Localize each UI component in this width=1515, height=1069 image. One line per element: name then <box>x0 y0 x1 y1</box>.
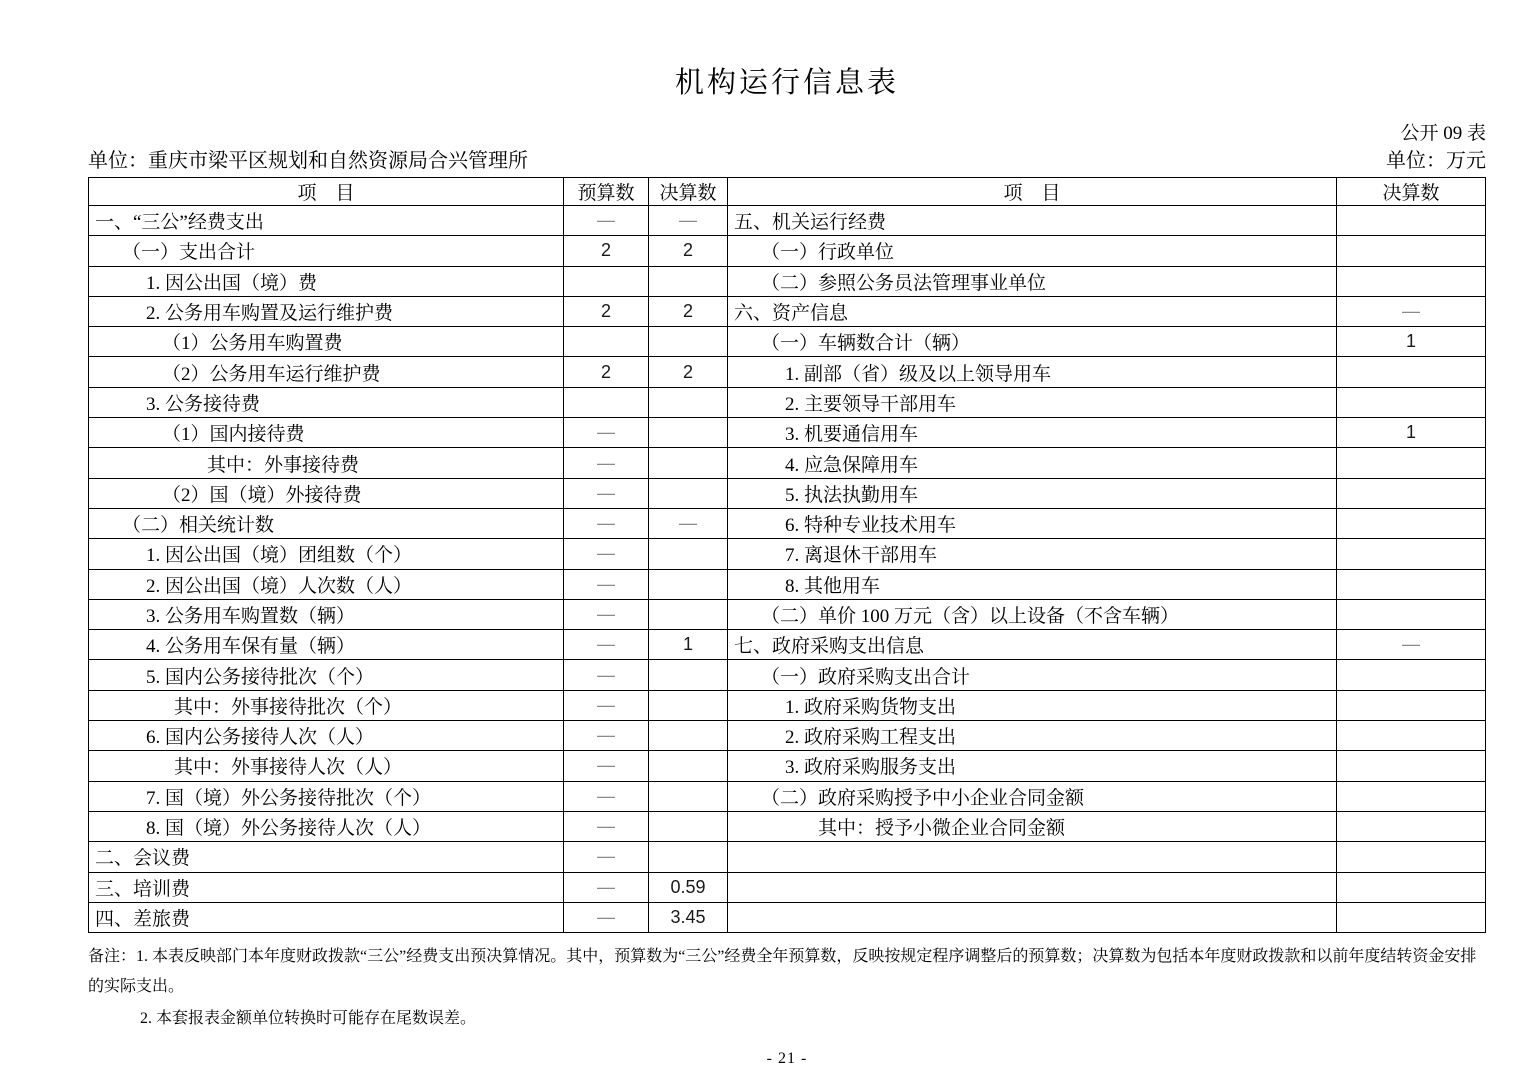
budget-value: — <box>564 630 649 660</box>
final-value-right <box>1337 206 1486 236</box>
final-value-right <box>1337 690 1486 720</box>
row-label-right: 六、资产信息 <box>728 296 1337 326</box>
row-label-right: 7. 离退休干部用车 <box>728 539 1337 569</box>
table-row <box>89 387 1486 417</box>
row-label-left: （一）支出合计 <box>89 236 564 266</box>
final-value-right <box>1337 266 1486 296</box>
row-label-right: （一）行政单位 <box>728 236 1337 266</box>
table-row <box>89 327 1486 357</box>
row-label-right: 五、机关运行经费 <box>728 206 1337 236</box>
col-header-item-left: 项 目 <box>89 178 564 206</box>
table-row <box>89 902 1486 932</box>
row-label-left: 3. 公务用车购置数（辆） <box>89 599 564 629</box>
final-value-right <box>1337 599 1486 629</box>
final-value-left: 2 <box>649 357 728 387</box>
col-header-final-left: 决算数 <box>649 178 728 206</box>
budget-value: — <box>564 902 649 932</box>
form-code-label: 公开 09 表 <box>1400 123 1486 144</box>
institution-operation-table <box>88 177 1486 933</box>
table-row <box>89 751 1486 781</box>
final-value-right <box>1337 569 1486 599</box>
row-label-left: （二）相关统计数 <box>89 508 564 538</box>
final-value-left: 3.45 <box>649 902 728 932</box>
table-row <box>89 811 1486 841</box>
row-label-right: 1. 副部（省）级及以上领导用车 <box>728 357 1337 387</box>
final-value-right <box>1337 357 1486 387</box>
final-value-left <box>649 327 728 357</box>
final-value-right <box>1337 781 1486 811</box>
table-row <box>89 781 1486 811</box>
final-value-right <box>1337 811 1486 841</box>
row-label-right: 6. 特种专业技术用车 <box>728 508 1337 538</box>
budget-value: — <box>564 721 649 751</box>
final-value-left: 0.59 <box>649 872 728 902</box>
row-label-left: 1. 因公出国（境）费 <box>89 266 564 296</box>
row-label-right: 5. 执法执勤用车 <box>728 478 1337 508</box>
row-label-right: 3. 机要通信用车 <box>728 418 1337 448</box>
table-header-row <box>89 178 1486 206</box>
page-title: 机构运行信息表 <box>674 67 899 99</box>
final-value-left: — <box>649 508 728 538</box>
row-label-left: 3. 公务接待费 <box>89 387 564 417</box>
table-row <box>89 508 1486 538</box>
table-row <box>89 721 1486 751</box>
final-value-left <box>649 842 728 872</box>
budget-value: 2 <box>564 296 649 326</box>
row-label-left: 2. 因公出国（境）人次数（人） <box>89 569 564 599</box>
final-value-left <box>649 660 728 690</box>
final-value-left: 2 <box>649 236 728 266</box>
row-label-right: 其中：授予小微企业合同金额 <box>728 811 1337 841</box>
row-label-left: 2. 公务用车购置及运行维护费 <box>89 296 564 326</box>
final-value-left <box>649 448 728 478</box>
final-value-left <box>649 721 728 751</box>
unit-of-measure-label: 单位：万元 <box>1386 150 1486 172</box>
final-value-right: 1 <box>1337 418 1486 448</box>
budget-value: — <box>564 872 649 902</box>
row-label-left: （2）国（境）外接待费 <box>89 478 564 508</box>
col-header-item-right: 项 目 <box>728 178 1337 206</box>
final-value-right <box>1337 660 1486 690</box>
row-label-right: 3. 政府采购服务支出 <box>728 751 1337 781</box>
row-label-left: 7. 国（境）外公务接待批次（个） <box>89 781 564 811</box>
unit-name-label: 单位：重庆市梁平区规划和自然资源局合兴管理所 <box>88 150 528 172</box>
budget-value: — <box>564 660 649 690</box>
table-row <box>89 206 1486 236</box>
row-label-right: （一）车辆数合计（辆） <box>728 327 1337 357</box>
final-value-right: — <box>1337 630 1486 660</box>
final-value-left <box>649 478 728 508</box>
budget-value: — <box>564 599 649 629</box>
row-label-right <box>728 902 1337 932</box>
final-value-left <box>649 811 728 841</box>
final-value-right <box>1337 387 1486 417</box>
table-row <box>89 266 1486 296</box>
table-row <box>89 236 1486 266</box>
budget-value: — <box>564 781 649 811</box>
final-value-left: 2 <box>649 296 728 326</box>
row-label-right: 4. 应急保障用车 <box>728 448 1337 478</box>
final-value-left <box>649 266 728 296</box>
final-value-left <box>649 690 728 720</box>
row-label-right: 七、政府采购支出信息 <box>728 630 1337 660</box>
meta-row <box>88 147 1486 175</box>
table-row <box>89 569 1486 599</box>
budget-value: 2 <box>564 236 649 266</box>
final-value-right <box>1337 448 1486 478</box>
row-label-right: （二）参照公务员法管理事业单位 <box>728 266 1337 296</box>
final-value-left: 1 <box>649 630 728 660</box>
final-value-left: — <box>649 206 728 236</box>
row-label-left: 4. 公务用车保有量（辆） <box>89 630 564 660</box>
budget-value: — <box>564 811 649 841</box>
budget-value: — <box>564 539 649 569</box>
row-label-left: 6. 国内公务接待人次（人） <box>89 721 564 751</box>
row-label-right: （二）政府采购授予中小企业合同金额 <box>728 781 1337 811</box>
final-value-right <box>1337 842 1486 872</box>
row-label-left: （1）国内接待费 <box>89 418 564 448</box>
table-row <box>89 448 1486 478</box>
table-row <box>89 690 1486 720</box>
budget-value: — <box>564 448 649 478</box>
budget-value: — <box>564 569 649 599</box>
row-label-right: （二）单价 100 万元（含）以上设备（不含车辆） <box>728 599 1337 629</box>
budget-value: — <box>564 508 649 538</box>
row-label-left: 三、培训费 <box>89 872 564 902</box>
row-label-right <box>728 872 1337 902</box>
row-label-left: 1. 因公出国（境）团组数（个） <box>89 539 564 569</box>
final-value-left <box>649 599 728 629</box>
budget-value: — <box>564 751 649 781</box>
final-value-right <box>1337 508 1486 538</box>
final-value-left <box>649 387 728 417</box>
document-page <box>88 0 1486 1068</box>
final-value-right <box>1337 539 1486 569</box>
final-value-left <box>649 569 728 599</box>
row-label-left: （2）公务用车运行维护费 <box>89 357 564 387</box>
table-row <box>89 630 1486 660</box>
row-label-right <box>728 842 1337 872</box>
row-label-right: 2. 政府采购工程支出 <box>728 721 1337 751</box>
final-value-right <box>1337 902 1486 932</box>
row-label-left: 其中：外事接待费 <box>89 448 564 478</box>
final-value-right <box>1337 721 1486 751</box>
final-value-left <box>649 751 728 781</box>
final-value-left <box>649 539 728 569</box>
table-row <box>89 660 1486 690</box>
row-label-left: 5. 国内公务接待批次（个） <box>89 660 564 690</box>
final-value-left <box>649 781 728 811</box>
budget-value <box>564 387 649 417</box>
budget-value: — <box>564 206 649 236</box>
row-label-left: 二、会议费 <box>89 842 564 872</box>
table-row <box>89 478 1486 508</box>
budget-value <box>564 266 649 296</box>
footnote-1: 备注：1. 本表反映部门本年度财政拨款“三公”经费支出预决算情况。其中，预算数为“三公”经费全年预算数，反映按规定程序调整后的预算数；决算数为包括本年度财政拨款和以前年度结转资金安排的实际支出。 <box>88 948 1477 996</box>
final-value-right <box>1337 236 1486 266</box>
footnotes <box>88 942 1486 1034</box>
row-label-right: 1. 政府采购货物支出 <box>728 690 1337 720</box>
final-value-right: — <box>1337 296 1486 326</box>
final-value-right <box>1337 478 1486 508</box>
table-row <box>89 296 1486 326</box>
row-label-left: 其中：外事接待批次（个） <box>89 690 564 720</box>
final-value-right <box>1337 872 1486 902</box>
row-label-left: 四、差旅费 <box>89 902 564 932</box>
row-label-right: （一）政府采购支出合计 <box>728 660 1337 690</box>
budget-value: — <box>564 478 649 508</box>
col-header-final-right: 决算数 <box>1337 178 1486 206</box>
final-value-right: 1 <box>1337 327 1486 357</box>
row-label-right: 2. 主要领导干部用车 <box>728 387 1337 417</box>
final-value-right <box>1337 751 1486 781</box>
row-label-left: 其中：外事接待人次（人） <box>89 751 564 781</box>
budget-value: — <box>564 418 649 448</box>
col-header-budget: 预算数 <box>564 178 649 206</box>
table-row <box>89 418 1486 448</box>
table-row <box>89 539 1486 569</box>
budget-value: 2 <box>564 357 649 387</box>
table-row <box>89 872 1486 902</box>
row-label-left: 一、“三公”经费支出 <box>89 206 564 236</box>
row-label-right: 8. 其他用车 <box>728 569 1337 599</box>
budget-value: — <box>564 690 649 720</box>
row-label-left: （1）公务用车购置费 <box>89 327 564 357</box>
table-row <box>89 357 1486 387</box>
budget-value <box>564 327 649 357</box>
budget-value: — <box>564 842 649 872</box>
table-row <box>89 599 1486 629</box>
footnote-2: 2. 本套报表金额单位转换时可能存在尾数误差。 <box>140 1010 477 1028</box>
table-row <box>89 842 1486 872</box>
page-number: - 21 - <box>766 1050 808 1068</box>
final-value-left <box>649 418 728 448</box>
row-label-left: 8. 国（境）外公务接待人次（人） <box>89 811 564 841</box>
